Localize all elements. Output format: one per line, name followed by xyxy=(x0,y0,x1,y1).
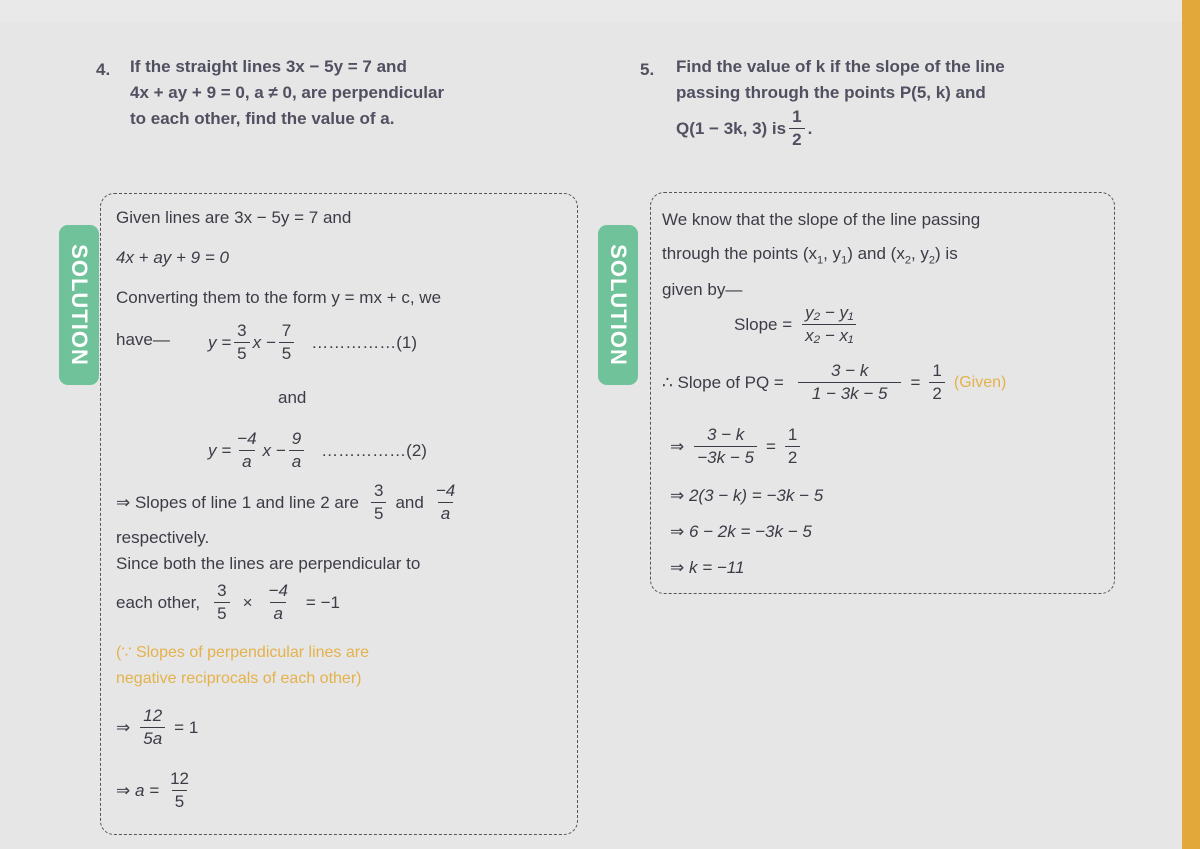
s4-equation-2: y = $\frac{-4}{a}$ x − $\frac{9}{a}$ ……………(2) xyxy=(208,429,427,471)
question-4-line-3: to each other, find the value of a. xyxy=(130,109,395,128)
s5-slope-pq: ∴ Slope of PQ = $\frac{3 - k}{1 - 3k - 5}$ = $\frac{1}{2}$ (Given) xyxy=(662,361,1007,403)
s5-result-2: ⇒ 2(3 − k) = −3k − 5 xyxy=(670,486,824,505)
question-4-line-2: 4x + ay + 9 = 0, a ≠ 0, are perpendicular xyxy=(130,83,445,102)
s4-line-2: 4x + ay + 9 = 0 xyxy=(116,248,229,267)
s4-each-other-line: each other, $\frac{3}{5}$ × $\frac{-4}{a}$ = −1 xyxy=(116,581,340,623)
s4-line-4: have— xyxy=(116,330,170,349)
s5-line-3: given by— xyxy=(662,280,743,299)
s4-respectively: respectively. xyxy=(116,528,210,547)
question-5-line-1: Find the value of k if the slope of the line xyxy=(676,57,1005,76)
question-4-text xyxy=(130,54,444,132)
s5-result-3: ⇒ 6 − 2k = −3k − 5 xyxy=(670,522,812,541)
s5-line-1: We know that the slope of the line passing xyxy=(662,210,981,229)
question-5-line-3: Q(1 − 3k, 3) is $\frac{1}{2}$ . xyxy=(676,107,813,149)
s4-slopes-line: ⇒ Slopes of line 1 and line 2 are $\frac{3}{5}$ and $\frac{-4}{a}$ xyxy=(116,481,456,523)
s4-and: and xyxy=(278,388,307,407)
s4-note-line-1: (∵ Slopes of perpendicular lines are xyxy=(116,644,369,661)
s5-slope-formula: Slope = $\frac{\text{y₂ − y₁}}{\text{x₂ − x₁}}$ xyxy=(734,302,859,347)
page-edge-strip xyxy=(1182,0,1200,849)
question-5-text xyxy=(676,54,1005,151)
s4-equation-1: y = $\frac{3}{5}$ x − $\frac{7}{5}$ ……………(1) xyxy=(208,321,418,363)
s5-result-4: ⇒ k = −11 xyxy=(670,558,745,577)
solution-5-tab: SOLUTION xyxy=(598,225,638,385)
solution-4-tab: SOLUTION xyxy=(59,225,99,385)
s5-line-2: through the points ($x_1$, $y_1$) and ($x_2$, $y_2$) is xyxy=(662,244,958,267)
s4-result-1: ⇒ $\frac{12}{5a}$ = 1 xyxy=(116,706,199,748)
question-5-number: 5. xyxy=(640,60,655,79)
question-4-line-1: If the straight lines 3x − 5y = 7 and xyxy=(130,57,407,76)
s4-line-3: Converting them to the form y = mx + c, we xyxy=(116,288,442,307)
question-5-fraction: $\frac{1}{2}$ xyxy=(789,106,804,151)
s4-result-2: ⇒ a = $\frac{12}{5}$ xyxy=(116,769,189,811)
s5-result-1: ⇒ $\frac{3 - k}{-3k - 5}$ = $\frac{1}{2}$ xyxy=(670,424,803,469)
s4-note-line-2: negative reciprocals of each other) xyxy=(116,670,362,687)
question-4-number: 4. xyxy=(96,60,111,79)
question-5-line-2: passing through the points P(5, k) and xyxy=(676,83,986,102)
s4-since: Since both the lines are perpendicular to xyxy=(116,554,421,573)
s4-line-1: Given lines are 3x − 5y = 7 and xyxy=(116,208,352,227)
